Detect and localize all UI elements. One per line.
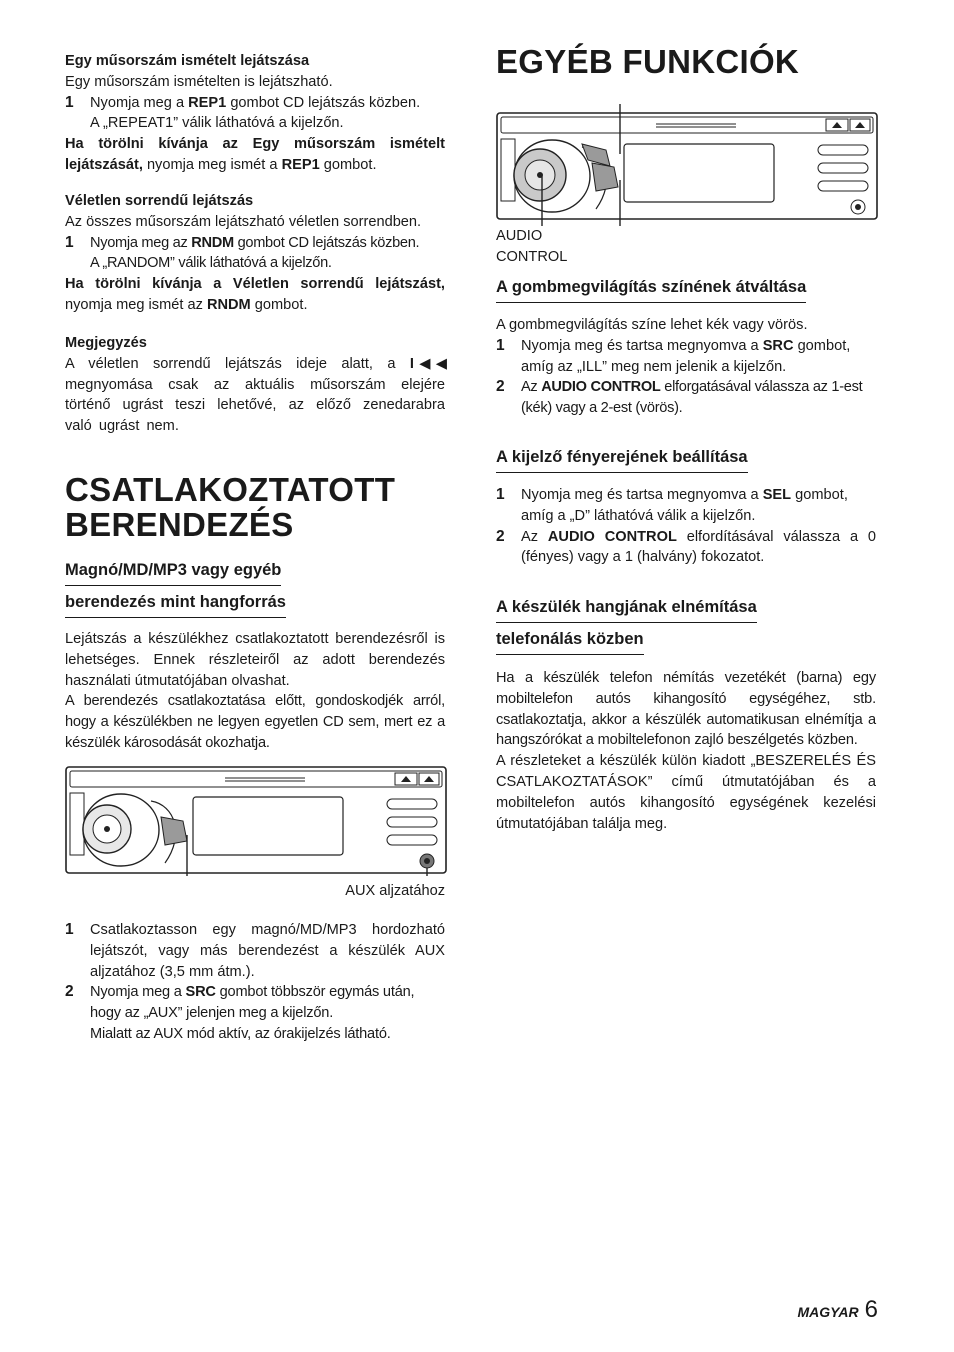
step-text-part: gombot CD lejátszás közben. — [233, 234, 420, 251]
aux-jack-label: AUX aljzatához — [345, 883, 445, 899]
step-text-part: Nyomja meg a — [90, 94, 189, 111]
step-text-part: gombot, amíg a „D” láthatóvá válik a kijelzőn. — [521, 487, 848, 524]
mute-heading-line-1: A készülék hangjának elnémítása — [496, 598, 757, 623]
mute-section — [496, 598, 876, 834]
step-number: 1 — [65, 93, 74, 111]
random-heading: Véletlen sorrendű lejátszás — [65, 193, 254, 209]
random-intro: Az összes műsorszám lejátszható véletlen sorrendben. — [65, 213, 422, 230]
dimmer-step-2 — [496, 527, 876, 569]
step-text-part: Az — [521, 528, 548, 545]
note-heading: Megjegyzés — [65, 335, 147, 351]
step-text-part: gombot többször egymás után, hogy az „AUX” jelenjen meg a kijelzőn. — [90, 984, 415, 1022]
aux-subheading — [65, 561, 445, 618]
connect-paragraphs — [65, 629, 445, 754]
random-step-1 — [65, 233, 445, 275]
footer-language: MAGYAR — [797, 1304, 859, 1320]
page-title: EGYÉB FUNKCIÓK — [496, 43, 800, 80]
connect-paragraph-2: A berendezés csatlakoztatása előtt, gondoskodjék arról, hogy a készülékben ne legyen egyetlen CD sem, mert ez a készülék károsodását okozhatja. — [65, 693, 445, 751]
key-name: SRC — [762, 337, 794, 354]
section-title-line-2: BERENDEZÉS — [65, 506, 294, 543]
page-footer — [797, 1296, 878, 1324]
section-title-line-1: CSATLAKOZTATOTT — [65, 471, 396, 508]
step-text-part: Az — [521, 379, 542, 396]
step-number: 2 — [65, 983, 74, 1001]
key-name: REP1 — [188, 94, 227, 111]
audio-control-label-line-2: CONTROL — [496, 248, 568, 265]
step-number: 2 — [496, 527, 505, 545]
page-number: 6 — [864, 1296, 878, 1323]
note-text — [65, 354, 445, 437]
note-section — [65, 333, 445, 437]
step-text-part: gombot, amíg az „ILL” meg nem jelenik a kijelzőn. — [521, 337, 851, 375]
step-number: 1 — [65, 921, 74, 938]
connect-steps — [65, 920, 445, 1045]
illumination-section — [496, 278, 876, 419]
sub-heading-line-1: Magnó/MD/MP3 vagy egyéb — [65, 561, 281, 586]
step-text-part: elforgatásával válassza az 1-est (kék) vagy a 2-est (vörös). — [521, 379, 863, 417]
random-cancel — [65, 274, 445, 316]
skip-back-icon: I◀◀ — [409, 355, 445, 372]
key-name: SRC — [185, 984, 216, 1001]
note-text-part: megnyomása csak az aktuális műsorszám elejére történő ugrást teszi lehetővé, az előző zenedarabra való ugrást nem. — [65, 376, 445, 435]
cancel-text: nyomja meg ismét az — [65, 296, 207, 313]
step-text — [521, 336, 876, 378]
repeat-cancel — [65, 134, 445, 176]
key-name: RNDM — [206, 296, 251, 313]
step-number: 1 — [496, 486, 505, 503]
step-text-part: Nyomja meg és tartsa megnyomva a — [521, 487, 763, 503]
mute-paragraph-1: Ha a készülék telefon némítás vezetékét (barna) egy mobiltelefon autós kihangosító egységéhez, stb. csatlakoztatja, akkor a készülék automatikusan elnémítja a hangszórókat a mobiltelefonon zajló beszélgetés közben. — [496, 670, 876, 749]
step-text — [90, 982, 445, 1044]
step-text-part: A „REPEAT1” válik láthatóvá a kijelzőn. — [90, 115, 344, 132]
repeat-heading: Egy műsorszám ismételt lejátszása — [65, 53, 310, 69]
step-number: 1 — [65, 233, 74, 251]
step-text-part: Mialatt az AUX mód aktív, az órakijelzés látható. — [90, 1025, 391, 1042]
audio-control-label-line-1: AUDIO — [496, 228, 543, 244]
cancel-text: nyomja meg ismét a — [142, 156, 282, 173]
step-text-part: Nyomja meg a — [90, 984, 186, 1001]
mute-paragraph-2: A részleteket a készülék külön kiadott „BESZERELÉS ÉS CSATLAKOZTATÁSOK” című útmutatójában és a mobiltelefon autós kihangosító egységének kezelési útmutatójában találja meg. — [496, 753, 876, 832]
repeat-intro: Egy műsorszám ismételten is lejátszható. — [65, 73, 333, 90]
connected-section-title — [65, 472, 445, 542]
mute-heading-line-2: telefonálás közben — [496, 630, 644, 655]
step-text-part: A „RANDOM” válik láthatóvá a kijelzőn. — [90, 255, 332, 272]
step-number: 1 — [496, 336, 505, 354]
head-unit-aux-figure — [65, 765, 447, 877]
cancel-bold: Ha törölni kívánja a Véletlen sorrendű lejátszást, — [65, 276, 445, 293]
dimmer-heading: A kijelző fényerejének beállítása — [496, 448, 748, 473]
illumination-step-1 — [496, 336, 876, 378]
key-name: RNDM — [191, 234, 234, 251]
repeat-step-1 — [65, 93, 445, 135]
dimmer-section — [496, 448, 876, 568]
step-text-part: Nyomja meg az — [90, 234, 192, 251]
key-name: SEL — [762, 487, 792, 503]
step-text — [90, 93, 445, 135]
key-name: REP1 — [281, 156, 320, 173]
step-text-part: Nyomja meg és tartsa megnyomva a — [521, 337, 763, 354]
cancel-bold: Ha törölni kívánja az Egy műsorszám ismételt lejátszását, — [65, 136, 445, 173]
step-number: 2 — [496, 378, 505, 396]
key-name: AUDIO CONTROL — [541, 379, 661, 396]
random-section — [65, 191, 445, 316]
connect-paragraph-1: Lejátszás a készülékhez csatlakoztatott berendezésről is lehetséges. Ennek részleteiről az adott berendezés használati útmutatójában olvashat. — [65, 631, 445, 689]
note-text-part: A véletlen sorrendű lejátszás ideje alatt, a — [65, 355, 410, 372]
step-text — [521, 527, 876, 569]
audio-control-label — [496, 226, 567, 267]
key-name: AUDIO CONTROL — [547, 528, 677, 545]
repeat-section — [65, 51, 445, 176]
sub-heading-line-2: berendezés mint hangforrás — [65, 593, 286, 618]
head-unit-audio-control-figure — [496, 104, 878, 228]
dimmer-step-1 — [496, 485, 876, 527]
step-text-part: elfordításával válassza a 0 (fényes) vagy a 1 (halvány) fokozatot. — [521, 528, 876, 566]
connect-step-2 — [65, 982, 445, 1044]
step-text — [521, 377, 876, 419]
illumination-intro: A gombmegvilágítás színe lehet kék vagy vörös. — [496, 317, 808, 333]
step-text — [90, 233, 445, 275]
step-text-part: gombot CD lejátszás közben. — [226, 94, 421, 111]
step-text: Csatlakoztasson egy magnó/MD/MP3 hordozható lejátszót, vagy más berendezést a készülék AUX aljzatához (3,5 mm átm.). — [90, 922, 445, 980]
cancel-text: gombot. — [319, 156, 377, 173]
illumination-step-2 — [496, 377, 876, 419]
cancel-text: gombot. — [250, 296, 308, 313]
connect-step-1 — [65, 920, 445, 982]
step-text — [521, 485, 876, 527]
illumination-heading: A gombmegvilágítás színének átváltása — [496, 278, 806, 303]
